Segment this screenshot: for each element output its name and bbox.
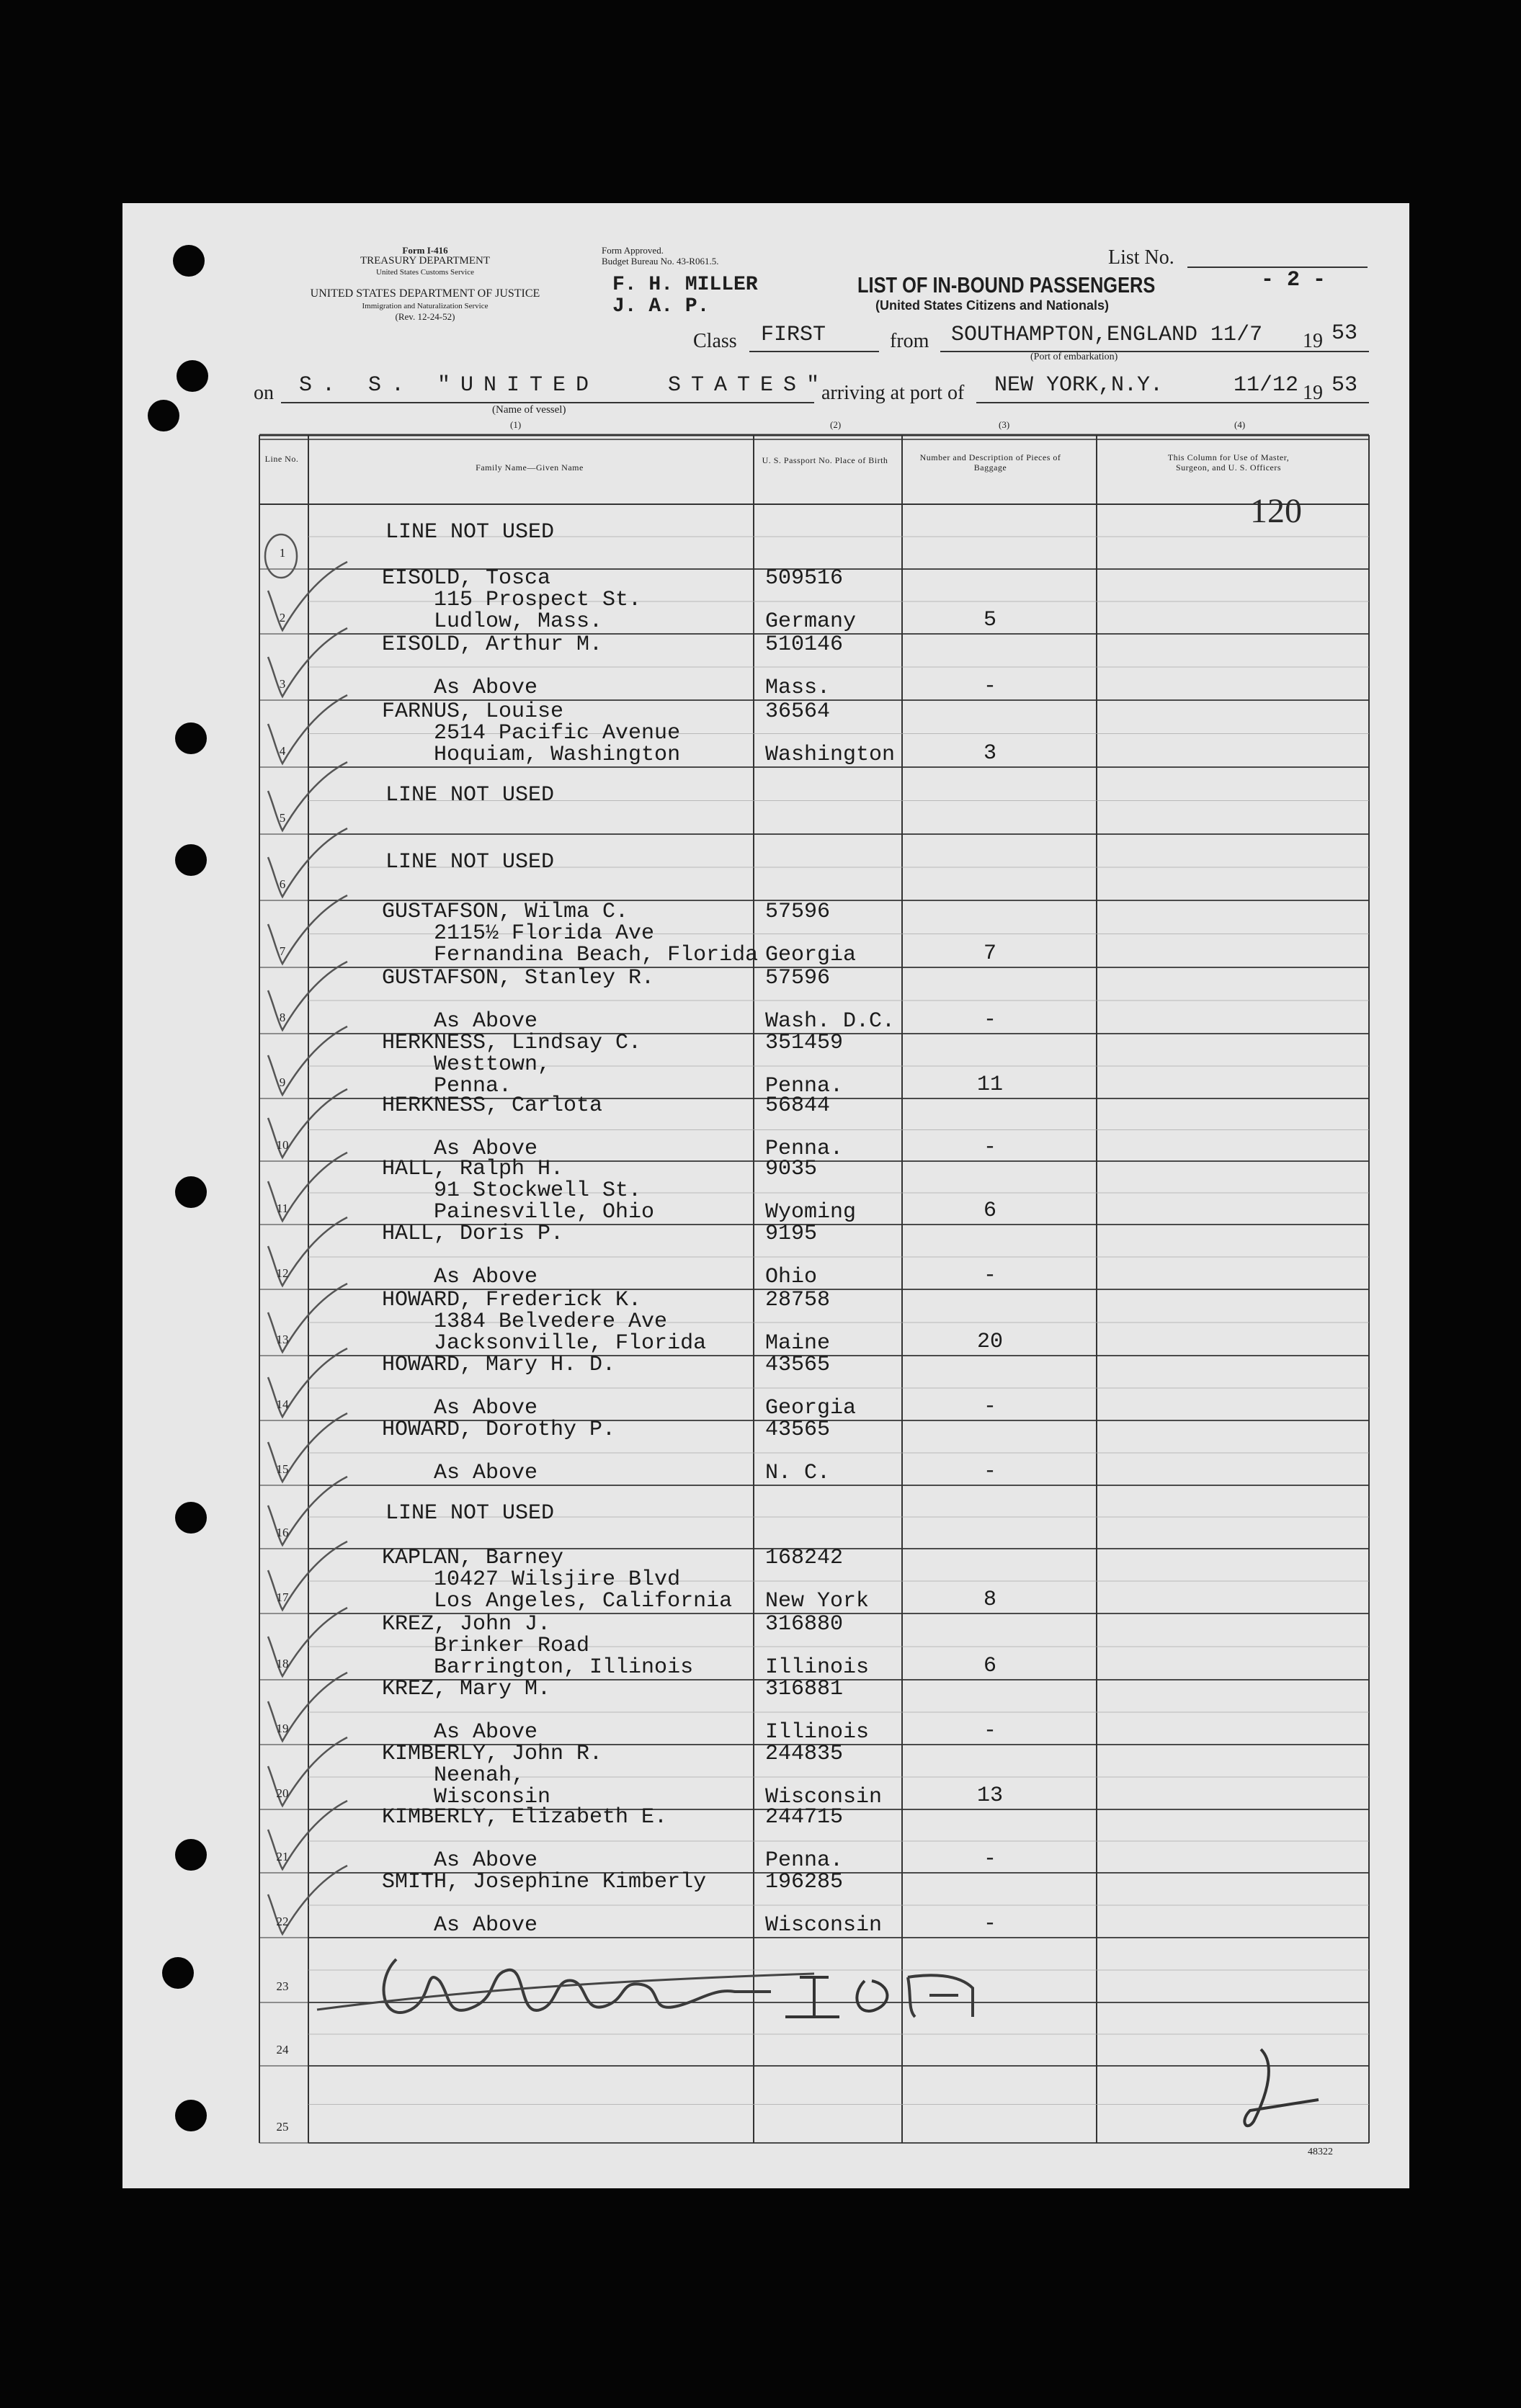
address-line: As Above <box>382 1461 538 1485</box>
address-line: 115 Prospect St. <box>382 588 642 612</box>
form-subtitle: (United States Citizens and Nationals) <box>875 298 1110 313</box>
address-line: Painesville, Ohio <box>382 1200 655 1225</box>
passenger-name: HOWARD, Dorothy P. <box>382 1418 616 1442</box>
arrival-date: 11/12 <box>1234 373 1299 398</box>
place-of-birth: Washington <box>765 743 896 767</box>
passport-number: 57596 <box>765 900 831 924</box>
place-of-birth: Wisconsin <box>765 1913 883 1938</box>
place-of-birth <box>765 1700 869 1722</box>
passport-birthplace <box>765 701 895 766</box>
passport-number: 43565 <box>765 1418 831 1442</box>
budget-bureau: Budget Bureau No. 43-R061.5. <box>602 256 719 267</box>
line-not-used: LINE NOT USED <box>385 1501 555 1526</box>
address-line <box>382 1828 667 1850</box>
place-of-birth <box>765 989 895 1011</box>
vessel-label: (Name of vessel) <box>492 404 566 416</box>
column-marker-1: (1) <box>510 419 522 430</box>
passport-birthplace <box>765 1871 882 1936</box>
passport-birthplace <box>765 1032 843 1097</box>
passenger-name: GUSTAFSON, Stanley R. <box>382 966 655 990</box>
place-of-birth <box>765 1116 843 1138</box>
class-line <box>749 351 879 352</box>
binder-hole <box>175 2100 207 2131</box>
place-of-birth <box>765 1245 817 1266</box>
passenger-name-address <box>382 901 758 966</box>
line-not-used: LINE NOT USED <box>385 520 555 545</box>
officer-note: 120 <box>1250 492 1302 530</box>
ins-service: Immigration and Naturalization Service <box>362 302 489 310</box>
on-label: on <box>254 382 274 404</box>
customs-service: United States Customs Service <box>376 268 474 277</box>
class-value: FIRST <box>761 323 826 347</box>
passport-number: 196285 <box>765 1870 844 1894</box>
line-number: 11 <box>276 1201 289 1215</box>
line-number: 12 <box>276 1266 289 1280</box>
line-number: 10 <box>276 1138 289 1152</box>
passenger-name-address <box>382 1095 602 1160</box>
place-of-birth <box>765 923 856 944</box>
passenger-name: HALL, Doris P. <box>382 1222 564 1246</box>
place-of-birth: Mass. <box>765 676 831 700</box>
passenger-name-address <box>382 1807 667 1871</box>
passenger-name: KIMBERLY, Elizabeth E. <box>382 1805 668 1830</box>
place-of-birth <box>765 1311 830 1333</box>
passenger-name-address <box>382 1419 615 1484</box>
embark-year: 53 <box>1332 321 1358 346</box>
address-line <box>382 1441 615 1462</box>
baggage-count: 6 <box>983 1199 996 1223</box>
place-of-birth: Wyoming <box>765 1200 857 1225</box>
passport-birthplace <box>765 1354 856 1419</box>
embark-port: SOUTHAMPTON,ENGLAND 11/7 <box>951 323 1263 347</box>
line-number: 14 <box>276 1397 289 1411</box>
passport-number: 36564 <box>765 699 831 724</box>
passenger-name-address <box>382 1871 706 1936</box>
address-line: Wisconsin <box>382 1785 551 1809</box>
passenger-name-address <box>382 967 654 1032</box>
address-line <box>382 989 654 1011</box>
place-of-birth: Germany <box>765 609 857 634</box>
address-line: As Above <box>382 1913 538 1938</box>
passport-birthplace <box>765 1419 830 1484</box>
place-of-birth: Maine <box>765 1331 831 1356</box>
baggage-count: 13 <box>976 1783 1003 1808</box>
line-not-used: LINE NOT USED <box>385 783 555 807</box>
place-of-birth: New York <box>765 1589 870 1613</box>
line-number: 6 <box>279 877 286 891</box>
form-approved: Form Approved. <box>602 245 664 256</box>
passport-birthplace <box>765 1743 882 1808</box>
address-line: As Above <box>382 1396 538 1420</box>
binder-hole <box>175 844 207 876</box>
line-number: 19 <box>276 1722 289 1735</box>
department-of-justice: UNITED STATES DEPARTMENT OF JUSTICE <box>310 287 540 300</box>
address-line: As Above <box>382 1720 538 1745</box>
address-line: Penna. <box>382 1074 512 1098</box>
address-line: 2514 Pacific Avenue <box>382 721 681 746</box>
form-title: LIST OF IN-BOUND PASSENGERS <box>857 272 1156 297</box>
passport-number: 316881 <box>765 1677 844 1701</box>
address-line: 1384 Belvedere Ave <box>382 1310 668 1334</box>
line-number: 25 <box>276 2120 289 2134</box>
baggage-count: - <box>983 1719 996 1743</box>
passenger-name: FARNUS, Louise <box>382 699 564 724</box>
baggage-count: - <box>983 1135 996 1160</box>
passenger-name-address <box>382 1032 641 1097</box>
passport-number: 509516 <box>765 566 844 591</box>
line-number: 17 <box>276 1590 289 1604</box>
place-of-birth: N. C. <box>765 1461 831 1485</box>
address-line: Hoquiam, Washington <box>382 743 681 767</box>
line-number: 9 <box>279 1075 286 1089</box>
line-number: 22 <box>276 1915 289 1928</box>
passenger-name: HALL, Ralph H. <box>382 1157 564 1181</box>
baggage-count: 8 <box>983 1588 996 1612</box>
place-of-birth: Georgia <box>765 943 857 967</box>
address-line <box>382 1245 563 1266</box>
passenger-name-address <box>382 634 602 699</box>
baggage-count: - <box>983 1008 996 1032</box>
address-line <box>382 1376 615 1397</box>
passport-number: 43565 <box>765 1353 831 1377</box>
passport-birthplace <box>765 634 843 699</box>
line-number: 21 <box>276 1850 289 1863</box>
passport-number: 244715 <box>765 1805 844 1830</box>
header-name: Family Name—Given Name <box>476 462 584 473</box>
passenger-name: GUSTAFSON, Wilma C. <box>382 900 629 924</box>
address-line: As Above <box>382 676 538 700</box>
passport-number: 56844 <box>765 1093 831 1118</box>
address-line: Brinker Road <box>382 1634 590 1658</box>
baggage-count: - <box>983 1263 996 1288</box>
passport-number: 57596 <box>765 966 831 990</box>
passenger-name-address <box>382 1354 615 1419</box>
line-number: 2 <box>279 611 286 625</box>
passenger-name: SMITH, Josephine Kimberly <box>382 1870 707 1894</box>
line-number: 5 <box>279 811 286 825</box>
address-line: Los Angeles, California <box>382 1589 733 1613</box>
passport-birthplace <box>765 1223 817 1288</box>
address-line <box>382 655 602 677</box>
passenger-name: HERKNESS, Lindsay C. <box>382 1031 642 1055</box>
column-marker-2: (2) <box>830 419 842 430</box>
address-line: Westtown, <box>382 1052 551 1077</box>
list-number: - 2 - <box>1261 268 1326 292</box>
officer-name-2: J. A. P. <box>612 295 710 318</box>
passport-number: 28758 <box>765 1288 831 1312</box>
revision-date: (Rev. 12-24-52) <box>395 311 455 322</box>
officer-name-1: F. H. MILLER <box>612 274 758 296</box>
place-of-birth: Georgia <box>765 1396 857 1420</box>
place-of-birth <box>765 1893 882 1915</box>
line-number: 18 <box>276 1657 289 1670</box>
line-number: 3 <box>279 677 286 691</box>
address-line: 91 Stockwell St. <box>382 1178 642 1203</box>
address-line: 2115½ Florida Ave <box>382 921 655 946</box>
baggage-count: - <box>983 674 996 699</box>
header-officers: This Column for Use of Master, Surgeon, and U. S. Officers <box>1167 452 1290 473</box>
passport-birthplace <box>765 1289 830 1354</box>
place-of-birth <box>765 1569 869 1590</box>
baggage-count: - <box>983 1847 996 1871</box>
passenger-name: HOWARD, Mary H. D. <box>382 1353 616 1377</box>
place-of-birth <box>765 1635 869 1657</box>
passport-birthplace <box>765 901 856 966</box>
place-of-birth: Illinois <box>765 1655 870 1680</box>
baggage-count: 20 <box>976 1330 1003 1354</box>
passenger-name: HERKNESS, Carlota <box>382 1093 603 1118</box>
passenger-name: EISOLD, Arthur M. <box>382 632 603 657</box>
binder-hole <box>162 1957 194 1989</box>
header-passport: U. S. Passport No. Place of Birth <box>762 455 888 465</box>
place-of-birth <box>765 1054 843 1075</box>
place-of-birth: Penna. <box>765 1074 844 1098</box>
place-of-birth <box>765 655 843 677</box>
address-line <box>382 1893 706 1915</box>
place-of-birth: Penna. <box>765 1137 844 1161</box>
header-line-no: Line No. <box>264 454 299 464</box>
place-of-birth: Wisconsin <box>765 1785 883 1809</box>
place-of-birth <box>765 1180 856 1201</box>
list-label: List No. <box>1108 246 1174 269</box>
address-line: 10427 Wilsjire Blvd <box>382 1567 681 1592</box>
passenger-name: KAPLAN, Barney <box>382 1546 564 1570</box>
baggage-count: 6 <box>983 1654 996 1678</box>
passport-number: 244835 <box>765 1742 844 1766</box>
from-label: from <box>890 330 929 352</box>
footer-code: 48322 <box>1308 2147 1333 2157</box>
baggage-count: 11 <box>976 1073 1003 1097</box>
line-not-used: LINE NOT USED <box>385 850 555 874</box>
binder-hole <box>148 400 179 431</box>
address-line: As Above <box>382 1009 538 1034</box>
place-of-birth <box>765 1376 856 1397</box>
form-number: Form I-416 <box>402 245 448 256</box>
passenger-name-address <box>382 1613 693 1678</box>
line-number: 1 <box>279 546 286 560</box>
place-of-birth <box>765 589 856 611</box>
passport-number: 9195 <box>765 1222 818 1246</box>
binder-hole <box>173 245 205 277</box>
treasury-department: TREASURY DEPARTMENT <box>360 255 491 267</box>
place-of-birth: Illinois <box>765 1720 870 1745</box>
arrival-year: 53 <box>1332 373 1358 398</box>
passenger-name-address <box>382 1743 602 1808</box>
initial-mark <box>1232 2042 1333 2136</box>
passport-birthplace <box>765 1678 869 1743</box>
port-embark-label: (Port of embarkation) <box>1030 352 1118 362</box>
passport-number: 168242 <box>765 1546 844 1570</box>
passenger-name: EISOLD, Tosca <box>382 566 551 591</box>
binder-hole <box>175 1839 207 1871</box>
baggage-count: 3 <box>983 741 996 766</box>
passport-number: 9035 <box>765 1157 818 1181</box>
baggage-count: 5 <box>983 608 996 632</box>
baggage-count: 7 <box>983 941 996 966</box>
place-of-birth: Wash. D.C. <box>765 1009 896 1034</box>
passenger-name-address <box>382 1223 563 1288</box>
binder-hole <box>177 360 208 392</box>
year-prefix-1: 19 <box>1303 330 1323 352</box>
line-number: 15 <box>276 1462 289 1476</box>
passenger-name: KIMBERLY, John R. <box>382 1742 603 1766</box>
address-line: Jacksonville, Florida <box>382 1331 707 1356</box>
place-of-birth: Penna. <box>765 1848 844 1873</box>
passenger-name-address <box>382 1289 706 1354</box>
column-marker-3: (3) <box>999 419 1010 430</box>
binder-hole <box>175 1502 207 1534</box>
address-line: Neenah, <box>382 1763 525 1788</box>
passport-number: 351459 <box>765 1031 844 1055</box>
line-number: 7 <box>279 944 286 958</box>
baggage-count: - <box>983 1912 996 1936</box>
line-number: 23 <box>276 1979 289 1993</box>
year-prefix-2: 19 <box>1303 382 1323 404</box>
passport-number: 316880 <box>765 1612 844 1637</box>
officer-signature <box>310 1938 1016 2038</box>
address-line <box>382 1700 550 1722</box>
baggage-count: - <box>983 1459 996 1484</box>
place-of-birth <box>765 1765 882 1786</box>
header-baggage: Number and Description of Pieces of Baggage <box>919 452 1061 473</box>
place-of-birth <box>765 722 895 744</box>
vessel-line <box>281 402 814 403</box>
passenger-name: HOWARD, Frederick K. <box>382 1288 642 1312</box>
line-number: 24 <box>276 2043 289 2056</box>
passenger-name-address <box>382 568 641 632</box>
passport-number: 510146 <box>765 632 844 657</box>
arriving-label: arriving at port of <box>821 382 965 404</box>
place-of-birth: Ohio <box>765 1265 818 1289</box>
passport-birthplace <box>765 568 856 632</box>
address-line: As Above <box>382 1848 538 1873</box>
arrival-port: NEW YORK,N.Y. <box>994 373 1164 398</box>
passport-birthplace <box>765 1613 869 1678</box>
line-number: 13 <box>276 1333 289 1346</box>
passenger-name-address <box>382 1547 732 1612</box>
passenger-name: KREZ, Mary M. <box>382 1677 551 1701</box>
line-number: 4 <box>279 744 286 758</box>
passenger-name-address <box>382 701 680 766</box>
address-line: As Above <box>382 1137 538 1161</box>
column-marker-4: (4) <box>1234 419 1246 430</box>
class-label: Class <box>693 330 737 352</box>
address-line: Fernandina Beach, Florida <box>382 943 759 967</box>
vessel-name: S. S. "UNITED STATES" <box>299 373 830 398</box>
line-number: 20 <box>276 1786 289 1800</box>
address-line: As Above <box>382 1265 538 1289</box>
passenger-name: KREZ, John J. <box>382 1612 551 1637</box>
address-line: Ludlow, Mass. <box>382 609 603 634</box>
baggage-count: - <box>983 1395 996 1419</box>
passenger-name-address <box>382 1158 654 1223</box>
place-of-birth <box>765 1828 843 1850</box>
line-number: 16 <box>276 1526 289 1539</box>
address-line <box>382 1116 602 1138</box>
passport-birthplace <box>765 1547 869 1612</box>
binder-hole <box>175 1176 207 1208</box>
passport-birthplace <box>765 967 895 1032</box>
place-of-birth <box>765 1441 830 1462</box>
address-line: Barrington, Illinois <box>382 1655 694 1680</box>
passport-birthplace <box>765 1095 843 1160</box>
passenger-name-address <box>382 1678 550 1743</box>
passport-birthplace <box>765 1158 856 1223</box>
binder-hole <box>175 722 207 754</box>
line-number: 8 <box>279 1011 286 1024</box>
passport-birthplace <box>765 1807 843 1871</box>
